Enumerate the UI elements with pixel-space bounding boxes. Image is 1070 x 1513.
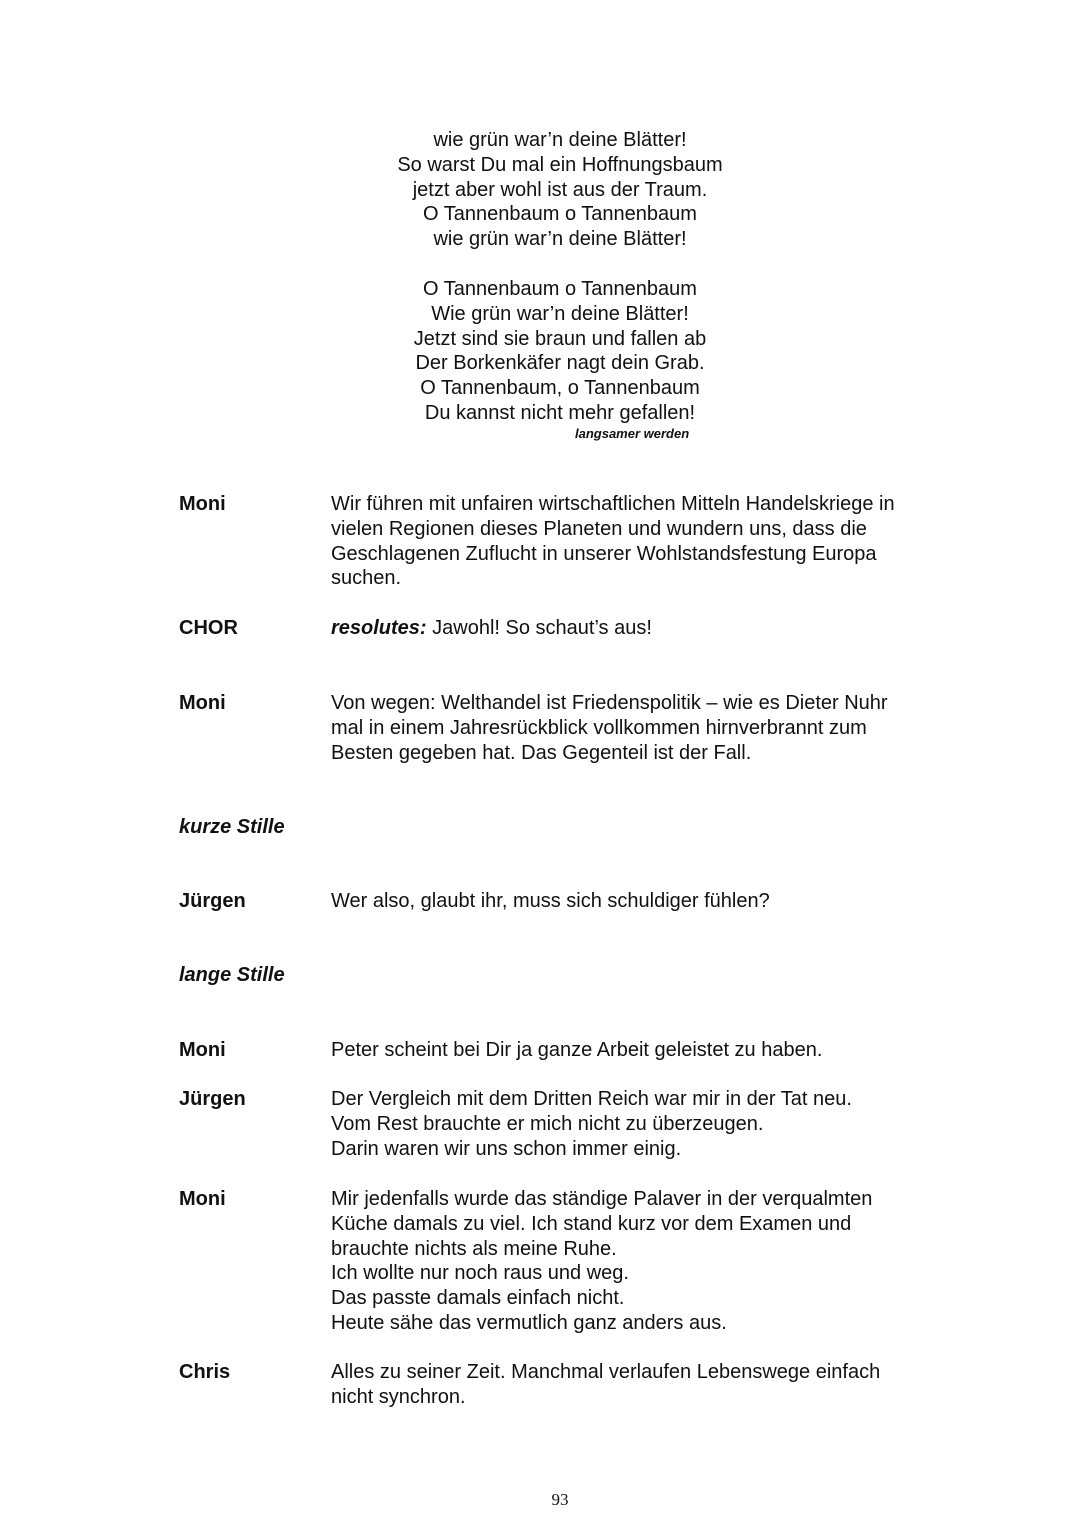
speaker-label: Moni xyxy=(179,692,226,714)
speech-line: vielen Regionen dieses Planeten und wundern uns, dass die xyxy=(331,517,867,540)
speech-emphasis: resolutes: xyxy=(331,617,427,639)
speech-text xyxy=(331,889,971,914)
speech-line: Der Vergleich mit dem Dritten Reich war mir in der Tat neu. xyxy=(331,1088,852,1110)
speech-line: Vom Rest brauchte er mich nicht zu überzeugen. xyxy=(331,1112,764,1135)
speech-line xyxy=(331,616,971,641)
verse-line: O Tannenbaum o Tannenbaum xyxy=(423,278,697,300)
speaker-label: Jürgen xyxy=(179,1088,246,1110)
speech-line: suchen. xyxy=(331,567,402,590)
verse-line: Wie grün war’n deine Blätter! xyxy=(431,302,689,325)
speech-line: Darin waren wir uns schon immer einig. xyxy=(331,1137,682,1160)
stage-direction: lange Stille xyxy=(179,964,285,986)
speech-line: Geschlagenen Zuflucht in unserer Wohlstandsfestung Europa xyxy=(331,542,877,565)
stage-direction: kurze Stille xyxy=(179,816,285,838)
verse-line: jetzt aber wohl ist aus der Traum. xyxy=(412,178,708,201)
speech-text xyxy=(331,1087,971,1161)
verse-line: O Tannenbaum, o Tannenbaum xyxy=(420,377,700,400)
verse-line: Jetzt sind sie braun und fallen ab xyxy=(413,327,707,350)
verse-line: Du kannst nicht mehr gefallen! xyxy=(424,401,696,424)
speech-text xyxy=(331,1187,971,1336)
stage-direction-tempo: langsamer werden xyxy=(575,426,690,441)
speaker-label: Moni xyxy=(179,493,226,515)
speech-text xyxy=(331,492,971,591)
song-stanza-2 xyxy=(0,277,1070,426)
speech-text xyxy=(331,616,971,641)
speech-line: Wir führen mit unfairen wirtschaftlichen Mitteln Handelskriege in xyxy=(331,493,895,515)
verse-line: So warst Du mal ein Hoffnungsbaum xyxy=(397,153,723,176)
verse-line: Der Borkenkäfer nagt dein Grab. xyxy=(415,352,705,375)
verse-line: wie grün war’n deine Blätter! xyxy=(433,228,687,251)
speaker-label: Chris xyxy=(179,1361,231,1383)
verse-line: O Tannenbaum o Tannenbaum xyxy=(423,203,697,226)
speech-rest: Jawohl! So schaut’s aus! xyxy=(426,617,652,639)
verse-line: wie grün war’n deine Blätter! xyxy=(433,129,687,151)
speech-line: Von wegen: Welthandel ist Friedenspolitik – wie es Dieter Nuhr xyxy=(331,692,888,714)
speech-line: Heute sähe das vermutlich ganz anders aus. xyxy=(331,1311,727,1334)
speech-line: Alles zu seiner Zeit. Manchmal verlaufen Lebenswege einfach xyxy=(331,1361,881,1383)
speech-text xyxy=(331,1038,971,1063)
speaker-label: Jürgen xyxy=(179,890,246,912)
speech-line: Küche damals zu viel. Ich stand kurz vor dem Examen und xyxy=(331,1212,852,1235)
speech-line: Ich wollte nur noch raus und weg. xyxy=(331,1262,629,1285)
speech-text xyxy=(331,1360,971,1410)
speech-line: Besten gegeben hat. Das Gegenteil ist der Fall. xyxy=(331,741,752,764)
speech-text xyxy=(331,691,971,765)
speech-line: Peter scheint bei Dir ja ganze Arbeit geleistet zu haben. xyxy=(331,1039,823,1061)
speaker-label: Moni xyxy=(179,1188,226,1210)
page-number: 93 xyxy=(551,1490,569,1509)
speech-line: Mir jedenfalls wurde das ständige Palaver in der verqualmten xyxy=(331,1188,873,1210)
speech-line: mal in einem Jahresrückblick vollkommen hirnverbrannt zum xyxy=(331,716,867,739)
speech-line: Wer also, glaubt ihr, muss sich schuldiger fühlen? xyxy=(331,890,770,912)
speaker-label: CHOR xyxy=(179,617,238,639)
speaker-label: Moni xyxy=(179,1039,226,1061)
speech-line: brauchte nichts als meine Ruhe. xyxy=(331,1237,617,1260)
speech-line: nicht synchron. xyxy=(331,1385,466,1408)
song-stanza-1 xyxy=(0,128,1070,252)
speech-line: Das passte damals einfach nicht. xyxy=(331,1287,625,1310)
